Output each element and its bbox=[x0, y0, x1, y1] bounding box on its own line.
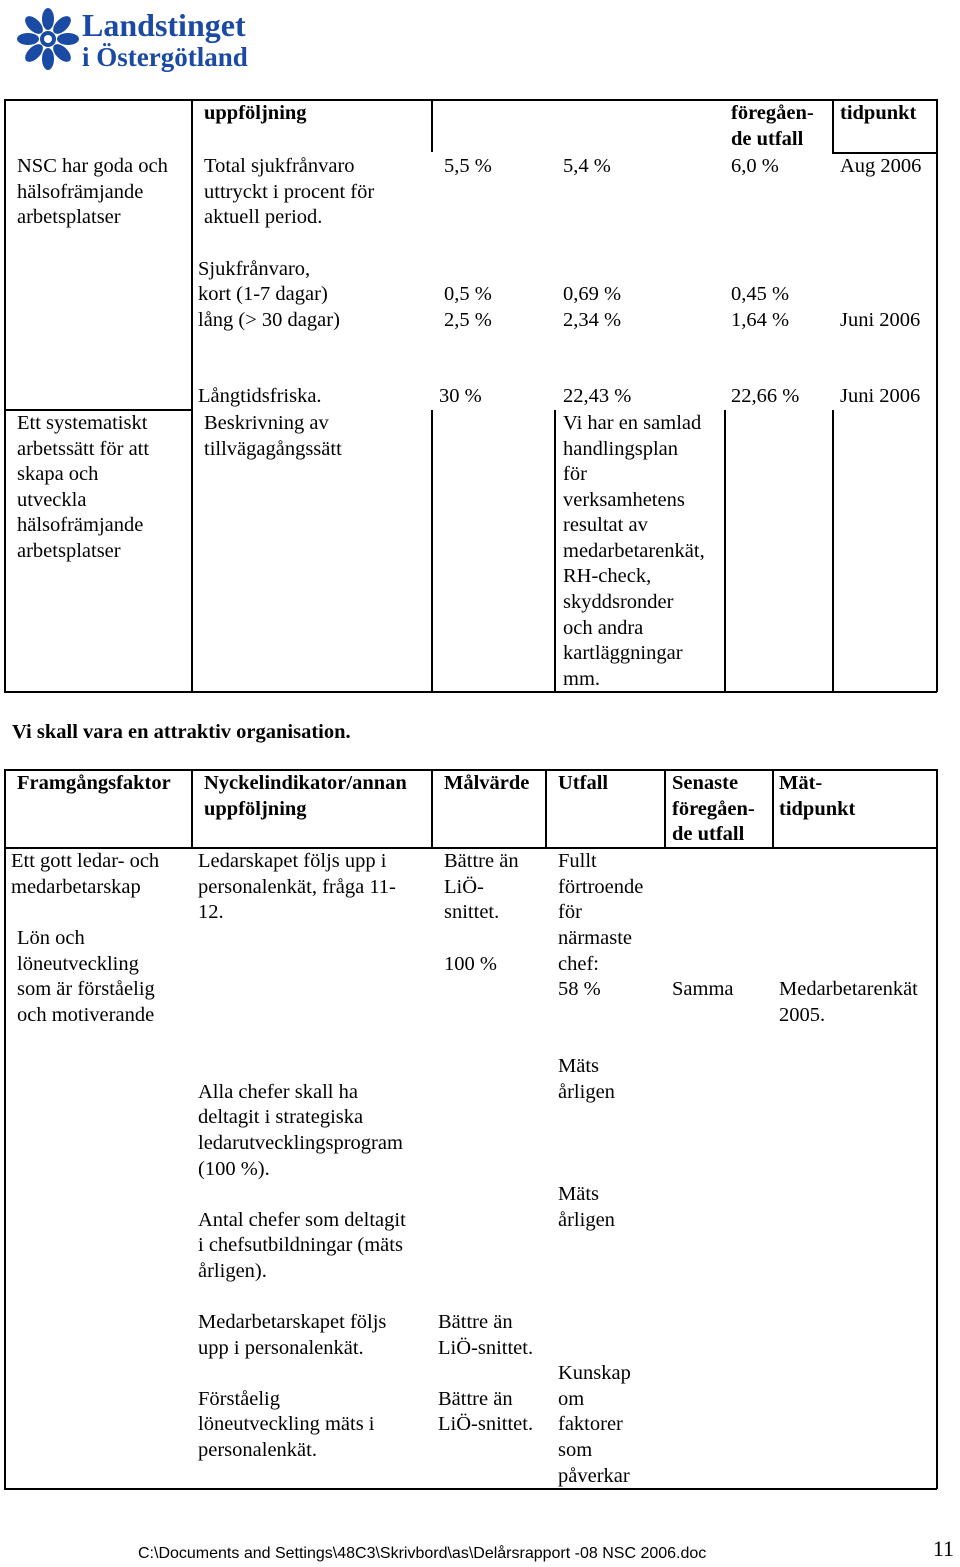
table2-factor-line: som är förståelig bbox=[17, 978, 155, 1000]
table2-time-line: 2005. bbox=[779, 1004, 826, 1026]
table2-header-indicator: uppföljning bbox=[204, 798, 307, 820]
table1-outcome-value: 0,69 % bbox=[563, 283, 622, 305]
table1-outcome-line: för bbox=[563, 463, 587, 485]
table1-col-divider bbox=[832, 99, 834, 152]
table1-outcome-value: 2,34 % bbox=[563, 309, 622, 331]
table1-previous-value: 0,45 % bbox=[731, 283, 790, 305]
table1-outcome-line: skyddsronder bbox=[563, 591, 674, 613]
table2-previous-value: Samma bbox=[672, 978, 734, 1000]
table2-factor-line: Lön och bbox=[17, 927, 85, 949]
table1-previous-value: 22,66 % bbox=[731, 385, 800, 407]
table2-target-line: Bättre än bbox=[438, 1311, 513, 1333]
table2-outcome-line: Mäts bbox=[558, 1183, 599, 1205]
table2-indicator-line: i chefsutbildningar (mäts bbox=[198, 1234, 403, 1256]
table2-indicator-line: personalenkät. bbox=[198, 1439, 317, 1461]
table2-outcome-line: årligen bbox=[558, 1209, 615, 1231]
table1-left-border bbox=[4, 99, 6, 692]
table1-col-divider bbox=[832, 410, 834, 692]
table1-target-value: 30 % bbox=[439, 385, 482, 407]
table2-header-previous: föregåen- bbox=[672, 798, 755, 820]
table1-indicator-line: Beskrivning av bbox=[204, 412, 329, 434]
table2-factor-line: Ett gott ledar- och bbox=[11, 850, 160, 872]
table1-outcome-line: kartläggningar bbox=[563, 642, 683, 664]
table2-indicator-line: 12. bbox=[198, 901, 224, 923]
table1-outcome-line: handlingsplan bbox=[563, 438, 679, 460]
table1-right-border bbox=[936, 99, 938, 692]
table2-indicator-line: Antal chefer som deltagit bbox=[198, 1209, 406, 1231]
table1-factor-line: arbetsplatser bbox=[17, 540, 121, 562]
table2-header-previous: de utfall bbox=[672, 823, 745, 845]
table2-header-indicator: Nyckelindikator/annan bbox=[204, 772, 407, 794]
table2-target-line: LiÖ- bbox=[444, 876, 484, 898]
table2-header-factor: Framgångsfaktor bbox=[17, 772, 171, 794]
table2-indicator-line: löneutveckling mäts i bbox=[198, 1413, 375, 1435]
table1-factor-line: arbetssätt för att bbox=[17, 438, 150, 460]
table2-left-border bbox=[4, 769, 6, 1489]
table1-outcome-line: mm. bbox=[563, 668, 601, 690]
table1-target-value: 5,5 % bbox=[444, 155, 492, 177]
table2-indicator-line: upp i personalenkät. bbox=[198, 1337, 364, 1359]
table2-header-outcome: Utfall bbox=[558, 772, 609, 794]
table2-outcome-line: 58 % bbox=[558, 978, 601, 1000]
table2-indicator-line: Medarbetarskapet följs bbox=[198, 1311, 387, 1333]
footer-file-path: C:\Documents and Settings\48C3\Skrivbord\as\Delårsrapport -08 NSC 2006.doc bbox=[138, 1545, 707, 1562]
table1-previous-value: 6,0 % bbox=[731, 155, 779, 177]
logo-line2: i Östergötland bbox=[82, 42, 248, 72]
table2-indicator-line: Förståelig bbox=[198, 1388, 280, 1410]
table1-factor-line: utveckla bbox=[17, 489, 87, 511]
table2-header-target: Målvärde bbox=[444, 772, 530, 794]
table1-factor-line: hälsofrämjande bbox=[17, 514, 144, 536]
table2-indicator-line: (100 %). bbox=[198, 1158, 270, 1180]
table2-outcome-line: som bbox=[558, 1439, 593, 1461]
table1-col-divider bbox=[554, 410, 556, 692]
table1-target-value: 0,5 % bbox=[444, 283, 492, 305]
table2-outcome-line: Fullt bbox=[558, 850, 597, 872]
table1-factor-line: skapa och bbox=[17, 463, 99, 485]
table2-indicator-line: årligen). bbox=[198, 1260, 267, 1282]
table1-outcome-line: resultat av bbox=[563, 514, 648, 536]
table2-col-divider bbox=[664, 769, 666, 848]
table2-outcome-line: Mäts bbox=[558, 1055, 599, 1077]
table2-target-line: LiÖ-snittet. bbox=[438, 1337, 534, 1359]
table2-header-time: tidpunkt bbox=[779, 798, 856, 820]
logo-line1: Landstinget bbox=[82, 7, 246, 43]
logo bbox=[14, 4, 294, 74]
table2-right-border bbox=[936, 769, 938, 1489]
table2-target-line: 100 % bbox=[444, 953, 497, 975]
table2-outcome-line: närmaste bbox=[558, 927, 632, 949]
table1-col-divider bbox=[431, 410, 433, 692]
table1-outcome-line: och andra bbox=[563, 617, 644, 639]
table1-indicator-line: Långtidsfriska. bbox=[198, 385, 322, 407]
table1-outcome-value: 22,43 % bbox=[563, 385, 632, 407]
table1-outcome-line: Vi har en samlad bbox=[563, 412, 702, 434]
table2-outcome-line: årligen bbox=[558, 1081, 615, 1103]
table1-indicator-line: uttryckt i procent för bbox=[204, 181, 375, 203]
table1-indicator-line: tillvägagångssätt bbox=[204, 438, 342, 460]
table2-outcome-line: Kunskap bbox=[558, 1362, 631, 1384]
table1-target-value: 2,5 % bbox=[444, 309, 492, 331]
table1-outcome-line: RH-check, bbox=[563, 565, 652, 587]
table1-time-value: Aug 2006 bbox=[840, 155, 922, 177]
table2-target-line: Bättre än bbox=[444, 850, 519, 872]
table1-bottom-border bbox=[4, 691, 937, 693]
table2-factor-line: löneutveckling bbox=[17, 953, 139, 975]
table1-col-divider bbox=[431, 99, 433, 152]
table2-target-line: Bättre än bbox=[438, 1388, 513, 1410]
table1-indicator-line: lång (> 30 dagar) bbox=[198, 309, 340, 331]
table2-col-divider bbox=[772, 769, 774, 848]
table2-indicator-line: Alla chefer skall ha bbox=[198, 1081, 358, 1103]
table1-factor-line: NSC har goda och bbox=[17, 155, 168, 177]
table1-factor-line: Ett systematiskt bbox=[17, 412, 148, 434]
table1-header-previous-line2: de utfall bbox=[731, 128, 804, 150]
logo-flower-icon bbox=[14, 4, 294, 74]
table2-col-divider bbox=[191, 769, 193, 848]
table2-outcome-line: påverkar bbox=[558, 1465, 630, 1487]
table1-outcome-line: verksamhetens bbox=[563, 489, 685, 511]
table2-target-line: LiÖ-snittet. bbox=[438, 1413, 534, 1435]
table2-header-time: Mät- bbox=[779, 772, 823, 794]
table1-time-value: Juni 2006 bbox=[840, 309, 921, 331]
table1-indicator-line: kort (1-7 dagar) bbox=[198, 283, 328, 305]
table1-indicator-line: Total sjukfrånvaro bbox=[204, 155, 355, 177]
table1-indicator-line: Sjukfrånvaro, bbox=[198, 258, 311, 280]
table2-outcome-line: för bbox=[558, 901, 582, 923]
table2-bottom-border bbox=[4, 1488, 937, 1490]
table2-outcome-line: förtroende bbox=[558, 876, 644, 898]
page-number: 11 bbox=[932, 1536, 954, 1561]
table1-factor-line: hälsofrämjande bbox=[17, 181, 144, 203]
table1-outcome-value: 5,4 % bbox=[563, 155, 611, 177]
table1-col-divider bbox=[191, 99, 193, 692]
table2-col-divider bbox=[545, 769, 547, 848]
table2-outcome-line: chef: bbox=[558, 953, 599, 975]
table1-factor-line: arbetsplatser bbox=[17, 206, 121, 228]
table2-indicator-line: Ledarskapet följs upp i bbox=[198, 850, 387, 872]
table2-col-divider bbox=[431, 769, 433, 848]
table2-target-line: snittet. bbox=[444, 901, 500, 923]
table2-factor-line: och motiverande bbox=[17, 1004, 155, 1026]
table2-indicator-line: deltagit i strategiska bbox=[198, 1106, 364, 1128]
table1-header-tidpunkt: tidpunkt bbox=[840, 102, 917, 124]
table2-outcome-line: faktorer bbox=[558, 1413, 623, 1435]
table1-previous-value: 1,64 % bbox=[731, 309, 790, 331]
table1-header-uppfoljning: uppföljning bbox=[204, 102, 307, 124]
table2-indicator-line: ledarutvecklingsprogram bbox=[198, 1132, 403, 1154]
table1-col-divider bbox=[724, 410, 726, 692]
table2-factor-line: medarbetarskap bbox=[11, 876, 141, 898]
table2-outcome-line: om bbox=[558, 1388, 585, 1410]
table1-time-value: Juni 2006 bbox=[840, 385, 921, 407]
table2-indicator-line: personalenkät, fråga 11- bbox=[198, 876, 396, 898]
section-heading: Vi skall vara en attraktiv organisation. bbox=[12, 721, 351, 743]
table1-header-previous-line1: föregåen- bbox=[731, 102, 814, 124]
table1-indicator-line: aktuell period. bbox=[204, 206, 323, 228]
table1-outcome-line: medarbetarenkät, bbox=[563, 540, 705, 562]
table2-time-line: Medarbetarenkät bbox=[779, 978, 918, 1000]
table2-header-previous: Senaste bbox=[672, 772, 739, 794]
